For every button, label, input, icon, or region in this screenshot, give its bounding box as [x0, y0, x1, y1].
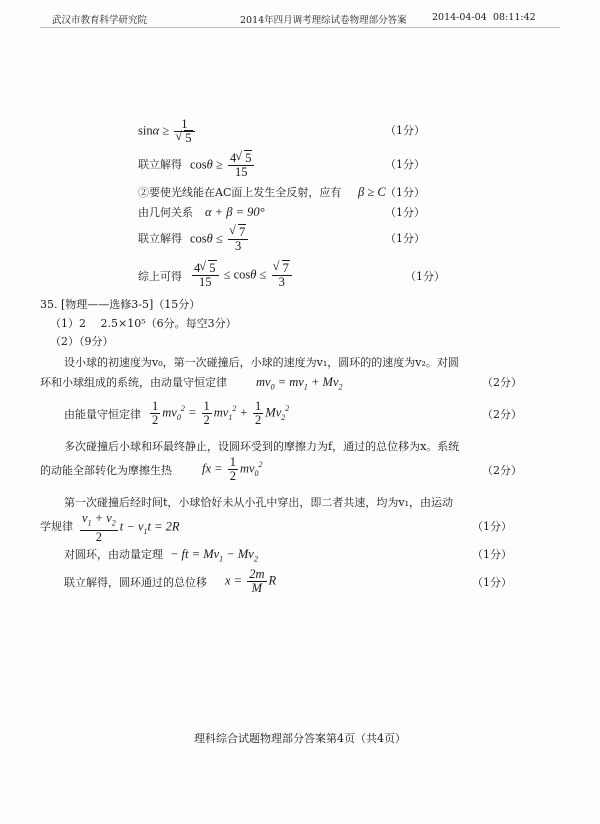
page-footer: 理科综合试题物理部分答案第4页（共4页）	[194, 732, 406, 745]
formula-sin-alpha: sinα ≥ 1 √ 5	[138, 118, 197, 145]
line-text: 综上可得	[138, 270, 182, 283]
score: （1分）	[385, 124, 425, 137]
line-text: 的动能全部转化为摩擦生热	[40, 464, 172, 477]
formula-beta-ge-c: β ≥ C	[358, 185, 386, 199]
header-org: 武汉市教育科学研究院	[52, 15, 148, 26]
score: （1分）	[385, 158, 425, 171]
line-text: 由能量守恒定律	[64, 408, 141, 421]
formula-friction-heat: fx = $\frac{1}{2}$ $mv_0^2$	[202, 455, 263, 483]
formula-cos-theta-lower: cosθ ≥ $\frac{4√ 5}{15}$	[190, 152, 256, 179]
line-text: 设小球的初速度为v₀，第一次碰撞后，小球的速度为v₁，圆环的的速度为v₂。对圆	[64, 356, 459, 369]
formula-kinematics: $\frac{v_1 + v_2}{2}$ $t - v_1t = 2R$	[82, 511, 180, 544]
score: （1分）	[472, 576, 512, 589]
line-text: 联立解得，圆环通过的总位移	[64, 576, 207, 589]
line-text: 第一次碰撞后经时间t，小球恰好未从小孔中穿出，即二者共速，均为v₁，由运动	[64, 496, 454, 509]
formula-momentum: $mv_0 = mv_1 + Mv_2$	[256, 375, 343, 392]
header-time: 08:11:42	[493, 12, 536, 23]
score: （1分）	[385, 186, 425, 199]
line-text: ②要使光线能在AC面上发生全反射，应有	[138, 186, 342, 199]
header-rule	[40, 27, 560, 28]
formula-impulse: − ft = $Mv_1 - Mv_2$	[170, 547, 258, 564]
line-text: 环和小球组成的系统，由动量守恒定律	[40, 376, 227, 389]
line-text: 多次碰撞后小球和环最终静止，设圆环受到的摩擦力为f，通过的总位移为x。系统	[64, 440, 460, 453]
line-text: （2）（9分）	[50, 335, 114, 348]
line-text: 由几何关系	[138, 206, 193, 219]
score: （2分）	[482, 408, 522, 421]
score: （1分）	[405, 270, 445, 283]
line-text: 对圆环，由动量定理	[64, 548, 163, 561]
score: （2分）	[482, 464, 522, 477]
line-text: 学规律	[40, 520, 73, 533]
section-heading: 35. [物理——选修3-5]（15分）	[40, 298, 201, 311]
score: （2分）	[482, 376, 522, 389]
formula-total-displacement: x = $\frac{2m}{M}$ R	[225, 567, 277, 595]
line-text: （1）2 2.5×10⁵（6分。每空3分）	[50, 317, 237, 330]
score: （1分）	[472, 548, 512, 561]
score: （1分）	[385, 206, 425, 219]
formula-angle-sum: α + β = 90°	[205, 205, 265, 219]
formula-cos-theta-range: $\frac{4√ 5}{15}$ ≤ cosθ ≤ √ $\frac{7}{3}$	[190, 262, 294, 289]
line-text: 联立解得	[138, 158, 182, 171]
score: （1分）	[472, 520, 512, 533]
score: （1分）	[385, 232, 425, 245]
line-text: 联立解得	[138, 232, 182, 245]
formula-cos-theta-upper: cosθ ≤ √ $\frac{7}{3}$	[190, 226, 250, 253]
header-date: 2014-04-04	[432, 12, 487, 23]
formula-energy: $\frac{1}{2}$ $mv_0^2$ = $\frac{1}{2}$ $mv_1^2$ + $\frac{1}{2}$ $Mv_2^2$	[152, 399, 290, 427]
header-doc-title: 2014年四月调考理综试卷物理部分答案	[240, 15, 407, 26]
